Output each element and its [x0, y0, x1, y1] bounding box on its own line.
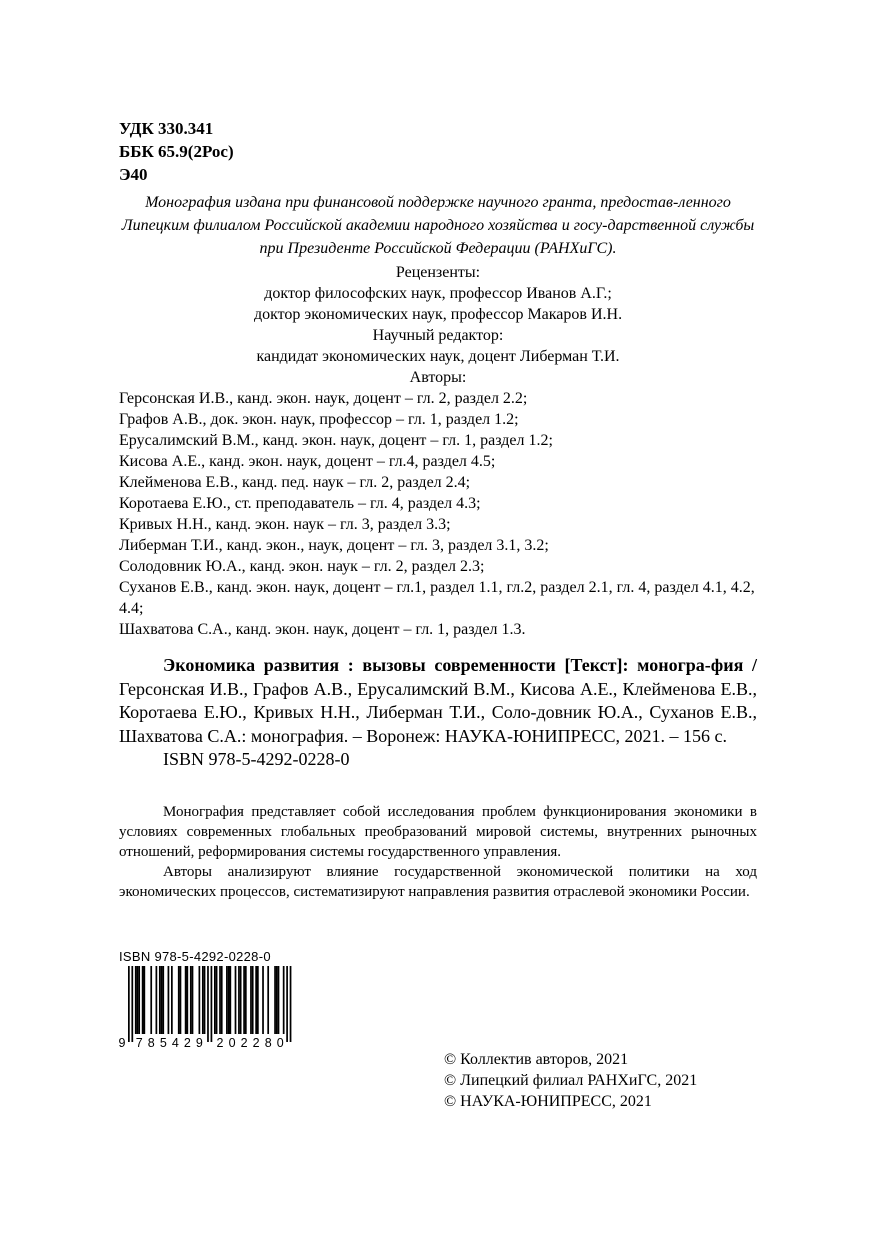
editor-heading: Научный редактор:: [372, 327, 504, 344]
authors-heading: Авторы:: [409, 369, 467, 386]
credits-block: [119, 262, 757, 640]
barcode-bar: [207, 966, 209, 1042]
editor-name: кандидат экономических наук, доцент Либерман Т.И.: [256, 348, 620, 365]
barcode-bar: [162, 966, 164, 1034]
barcode-isbn-label: ISBN 978-5-4292-0228-0: [119, 949, 271, 964]
barcode-bar: [257, 966, 259, 1034]
barcode-digit: 8: [147, 1036, 155, 1050]
barcode-bar: [228, 966, 230, 1034]
barcode-bar: [235, 966, 237, 1034]
barcode-bar: [278, 966, 280, 1034]
grant-note: Монография издана при финансовой поддержке научного гранта, предостав-ленного Липецким филиалом Российской академии народного хозяйства и госу-дарственной службы при Президенте Российской Федерации (РАНХиГС).: [121, 194, 755, 257]
barcode-bar: [202, 966, 204, 1034]
copyright-line: © НАУКА-ЮНИПРЕСС, 2021: [444, 1093, 652, 1110]
bbk-code: ББК 65.9(2Рос): [119, 142, 234, 161]
barcode-bar: [143, 966, 145, 1034]
barcode-bar: [211, 966, 213, 1042]
barcode-bar: [274, 966, 276, 1034]
author-item: Герсонская И.В., канд. экон. наук, доцент – гл. 2, раздел 2.2;: [119, 390, 528, 407]
barcode-bar: [171, 966, 173, 1034]
barcode-digit: 4: [171, 1036, 179, 1050]
barcode-bar: [276, 966, 278, 1034]
barcode-digit: 2: [216, 1036, 224, 1050]
author-mark: Э40: [119, 165, 148, 184]
barcode-bar: [128, 966, 130, 1042]
barcode-bar: [229, 966, 231, 1034]
isbn-barcode: [117, 966, 297, 1050]
barcode-bar: [137, 966, 139, 1034]
annotation-paragraph: Монография представляет собой исследования проблем функционирования экономики в условиях современных глобальных преобразований мировой системы, внутренних рыночных отношений, реформирования системы государственного управления.: [119, 804, 757, 860]
author-item: Либерман Т.И., канд. экон., наук, доцент – гл. 3, раздел 3.1, 3.2;: [119, 537, 549, 554]
barcode-bar: [150, 966, 152, 1034]
barcode-bar: [255, 966, 257, 1034]
author-item: Кривых Н.Н., канд. экон. наук – гл. 3, раздел 3.3;: [119, 516, 451, 533]
barcode-bar: [185, 966, 187, 1034]
barcode-bar: [161, 966, 163, 1034]
author-item: Солодовник Ю.А., канд. экон. наук – гл. 2, раздел 2.3;: [119, 558, 485, 575]
barcode-digit: 8: [264, 1036, 272, 1050]
barcode-digit: 2: [183, 1036, 191, 1050]
bibliographic-record: [119, 654, 757, 772]
barcode-bar: [262, 966, 264, 1034]
author-item: Ерусалимский В.М., канд. экон. наук, доцент – гл. 1, раздел 1.2;: [119, 432, 553, 449]
biblio-isbn: ISBN 978-5-4292-0228-0: [163, 749, 350, 769]
barcode-bar: [214, 966, 216, 1034]
author-item: Шахватова С.А., канд. экон. наук, доцент – гл. 1, раздел 1.3.: [119, 621, 526, 638]
barcode-bar: [290, 966, 292, 1042]
barcode-digit: 0: [276, 1036, 284, 1050]
barcode-digit: 2: [240, 1036, 248, 1050]
barcode-bar: [216, 966, 218, 1034]
barcode-bar: [178, 966, 180, 1034]
barcode-bar: [221, 966, 223, 1034]
biblio-description: [119, 654, 757, 748]
barcode-bar: [156, 966, 158, 1034]
barcode-digit: 0: [228, 1036, 236, 1050]
barcode-bar: [267, 966, 269, 1034]
reviewer-item: доктор экономических наук, профессор Макаров И.Н.: [253, 306, 623, 323]
barcode-digit: 9: [118, 1036, 126, 1050]
barcode-bar: [226, 966, 228, 1034]
barcode-bar: [159, 966, 161, 1034]
udk-code: УДК 330.341: [119, 119, 214, 138]
barcode-bar: [138, 966, 140, 1034]
barcode-bar: [190, 966, 192, 1034]
copyright-block: [444, 1049, 697, 1112]
barcode-bar: [240, 966, 242, 1034]
barcode-digit: 5: [159, 1036, 167, 1050]
author-item: Графов А.В., док. экон. наук, профессор – гл. 1, раздел 1.2;: [119, 411, 519, 428]
barcode-bar: [192, 966, 194, 1034]
barcode-bar: [180, 966, 182, 1034]
reviewers-heading: Рецензенты:: [395, 264, 481, 281]
barcode-bar: [252, 966, 254, 1034]
barcode-bar: [219, 966, 221, 1034]
barcode-digit: 9: [195, 1036, 203, 1050]
barcode-digit: 7: [135, 1036, 143, 1050]
biblio-authors-publisher: Герсонская И.В., Графов А.В., Ерусалимский В.М., Кисова А.Е., Клейменова Е.В., Коротаева Е.Ю., Кривых Н.Н., Либерман Т.И., Соло-довник Ю.А., Суханов Е.В., Шахватова С.А.: монография. – Воронеж: НАУКА-ЮНИПРЕСС, 2021. – 156 с.: [119, 678, 757, 746]
barcode-bar: [245, 966, 247, 1034]
biblio-title: Экономика развития : вызовы современности [Текст]: моногра-фия /: [163, 655, 757, 675]
barcode-bar: [168, 966, 170, 1034]
author-item: Кисова А.Е., канд. экон. наук, доцент – гл.4, раздел 4.5;: [119, 453, 496, 470]
barcode-bar: [238, 966, 240, 1034]
annotation: [119, 802, 757, 902]
author-item: Суханов Е.В., канд. экон. наук, доцент – гл.1, раздел 1.1, гл.2, раздел 2.1, гл. 4, раздел 4.1, 4.2, 4.4;: [119, 579, 755, 617]
annotation-paragraph: Авторы анализируют влияние государственной экономической политики на ход экономических процессов, систематизируют направления развития отраслевой экономики России.: [119, 864, 757, 900]
barcode-bar: [286, 966, 288, 1042]
barcode-bar: [283, 966, 285, 1034]
author-item: Коротаева Е.Ю., ст. преподаватель – гл. 4, раздел 4.3;: [119, 495, 481, 512]
barcode-bar: [186, 966, 188, 1034]
reviewer-item: доктор философских наук, профессор Иванов А.Г.;: [264, 285, 612, 302]
barcode-bar: [250, 966, 252, 1034]
barcode-bar: [243, 966, 245, 1034]
barcode-digit: 2: [252, 1036, 260, 1050]
copyright-line: © Коллектив авторов, 2021: [444, 1051, 629, 1068]
barcode-bar: [142, 966, 144, 1034]
barcode-bar: [135, 966, 137, 1034]
barcode-bar: [199, 966, 201, 1034]
copyright-line: © Липецкий филиал РАНХиГС, 2021: [444, 1072, 698, 1089]
barcode-bar: [131, 966, 133, 1042]
barcode-bar: [204, 966, 206, 1034]
classification-codes: [119, 117, 234, 186]
author-item: Клейменова Е.В., канд. пед. наук – гл. 2, раздел 2.4;: [119, 474, 471, 491]
